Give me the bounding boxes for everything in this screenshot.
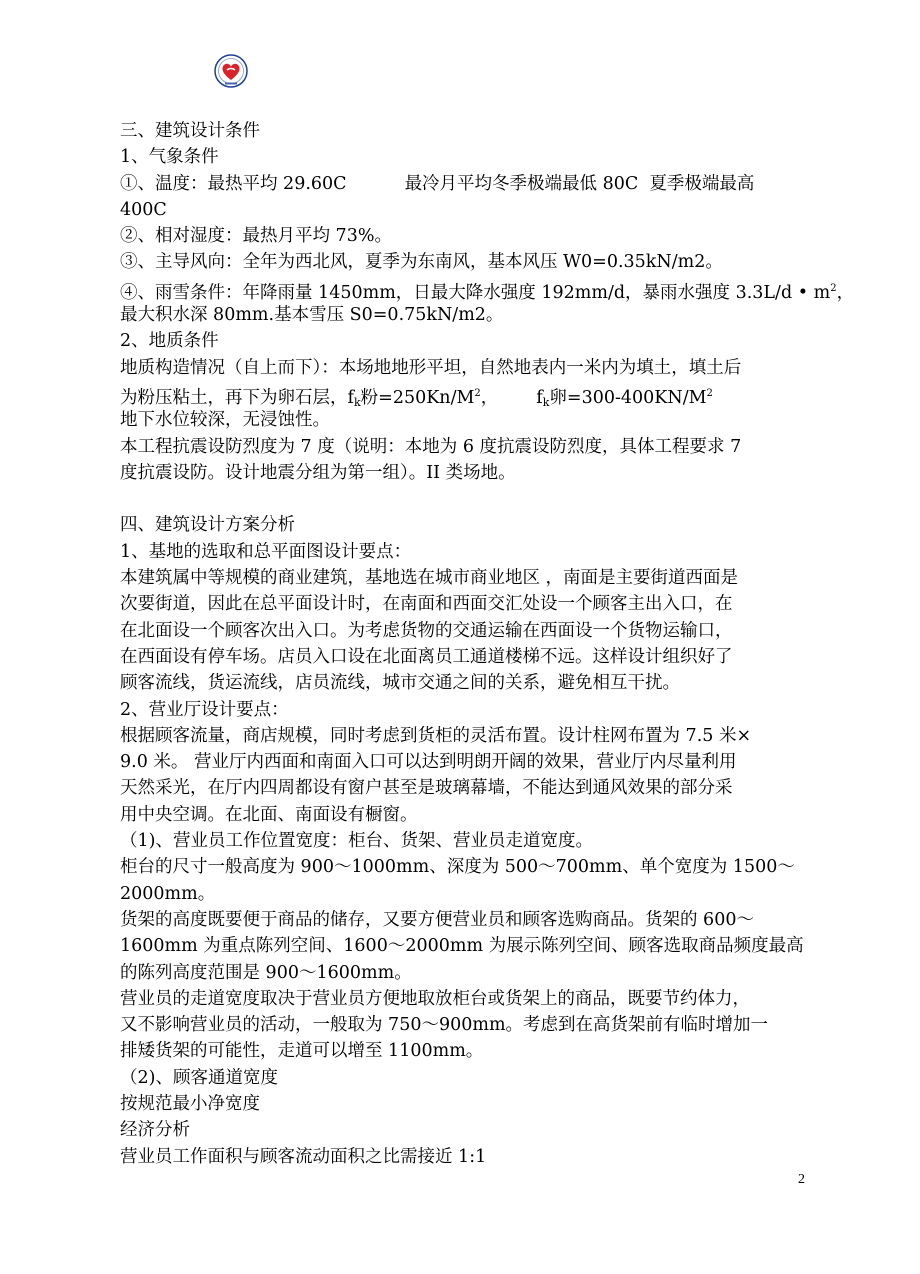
paragraph-line: 根据顾客流量，商店规模，同时考虑到货柜的灵活布置。设计柱网布置为 7.5 米× <box>120 725 752 746</box>
heart-emblem-logo <box>209 53 253 89</box>
paragraph-line: 400C <box>120 199 167 220</box>
subsection-heading: 1、气象条件 <box>120 147 219 168</box>
paragraph-line: 在北面设一个顾客次出入口。为考虑货物的交通运输在西面设一个货物运输口， <box>120 620 733 641</box>
subsection-heading: 2、地质条件 <box>120 331 219 352</box>
section-heading: 四、建筑设计方案分析 <box>120 515 295 536</box>
paragraph-line: ④、雨雪条件：年降雨量 1450mm，日最大降水强度 192mm/d，暴雨水强度 3.3L/d • $m^2$， <box>120 282 855 303</box>
paragraph-line: 1600mm 为重点陈列空间、1600～2000mm 为展示陈列空间、顾客选取商品频度最高 <box>120 936 804 957</box>
blank-line <box>120 486 830 512</box>
paragraph-line: 货架的高度既要便于商品的储存，又要方便营业员和顾客选购商品。货架的 600～ <box>120 909 754 930</box>
document-body <box>120 118 855 1170</box>
page-number: 2 <box>798 1172 805 1187</box>
paragraph-line: 度抗震设防。设计地震分组为第一组）。II 类场地。 <box>120 462 516 483</box>
paragraph-line: 9.0 米。 营业厅内西面和南面入口可以达到明朗开阔的效果，营业厅内尽量利用 <box>120 752 737 773</box>
paragraph-line: 次要街道，因此在总平面设计时，在南面和西面交汇处设一个顾客主出入口，在 <box>120 594 733 615</box>
paragraph-line: 在西面设有停车场。店员入口设在北面离员工通道楼梯不远。这样设计组织好了 <box>120 646 733 667</box>
subsection-heading: （2)、顾客通道宽度 <box>120 1067 278 1088</box>
paragraph-line: 营业员的走道宽度取决于营业员方便地取放柜台或货架上的商品，既要节约体力， <box>120 988 750 1009</box>
paragraph-line: 地下水位较深，无浸蚀性。 <box>120 410 330 431</box>
paragraph-line: 排矮货架的可能性，走道可以增至 1100mm。 <box>120 1041 484 1062</box>
paragraph-line: 按规范最小净宽度 <box>120 1093 260 1114</box>
paragraph-line: 为粉压粘土，再下为卵石层，$f_k$粉$=250Kn/M^2$， $f_k$卵$=300-400KN/M^2$ <box>120 387 713 409</box>
paragraph-line: 本工程抗震设防烈度为 7 度（说明：本地为 6 度抗震设防烈度，具体工程要求 7 <box>120 436 742 457</box>
subsection-heading: 2、营业厅设计要点： <box>120 699 289 720</box>
paragraph-line: （1)、营业员工作位置宽度：柜台、货架、营业员走道宽度。 <box>120 831 593 852</box>
paragraph-line: 的陈列高度范围是 900～1600mm。 <box>120 962 412 983</box>
paragraph-line: 用中央空调。在北面、南面设有橱窗。 <box>120 804 418 825</box>
paragraph-line: ①、温度：最热平均 29.60C 最冷月平均冬季极端最低 80C 夏季极端最高 <box>120 173 755 194</box>
paragraph-line: ③、主导风向：全年为西北风，夏季为东南风，基本风压 W0=0.35kN/m2。 <box>120 252 723 273</box>
paragraph-line: 营业员工作面积与顾客流动面积之比需接近 1:1 <box>120 1146 487 1167</box>
paragraph-line: ②、相对湿度：最热月平均 73%。 <box>120 226 392 247</box>
paragraph-line: 经济分析 <box>120 1120 190 1141</box>
paragraph-line: 又不影响营业员的活动，一般取为 750～900mm。考虑到在高货架前有临时增加一 <box>120 1015 769 1036</box>
section-heading: 三、建筑设计条件 <box>120 121 260 141</box>
paragraph-line: 最大积水深 80mm.基本雪压 S0=0.75kN/m2。 <box>120 305 504 326</box>
paragraph-line: 2000mm。 <box>120 883 216 904</box>
paragraph-line: 地质构造情况（自上而下）：本场地地形平坦，自然地表内一米内为填土，填土后 <box>120 357 742 378</box>
subsection-heading: 1、基地的选取和总平面图设计要点： <box>120 541 412 562</box>
paragraph-line: 柜台的尺寸一般高度为 900～1000mm、深度为 500～700mm、单个宽度为 1500～ <box>120 857 795 878</box>
paragraph-line: 顾客流线，货运流线，店员流线，城市交通之间的关系，避免相互干扰。 <box>120 673 680 694</box>
paragraph-line: 本建筑属中等规模的商业建筑，基地选在城市商业地区 ，南面是主要街道西面是 <box>120 568 739 589</box>
paragraph-line: 天然采光，在厅内四周都设有窗户甚至是玻璃幕墙，不能达到通风效果的部分采 <box>120 778 733 799</box>
